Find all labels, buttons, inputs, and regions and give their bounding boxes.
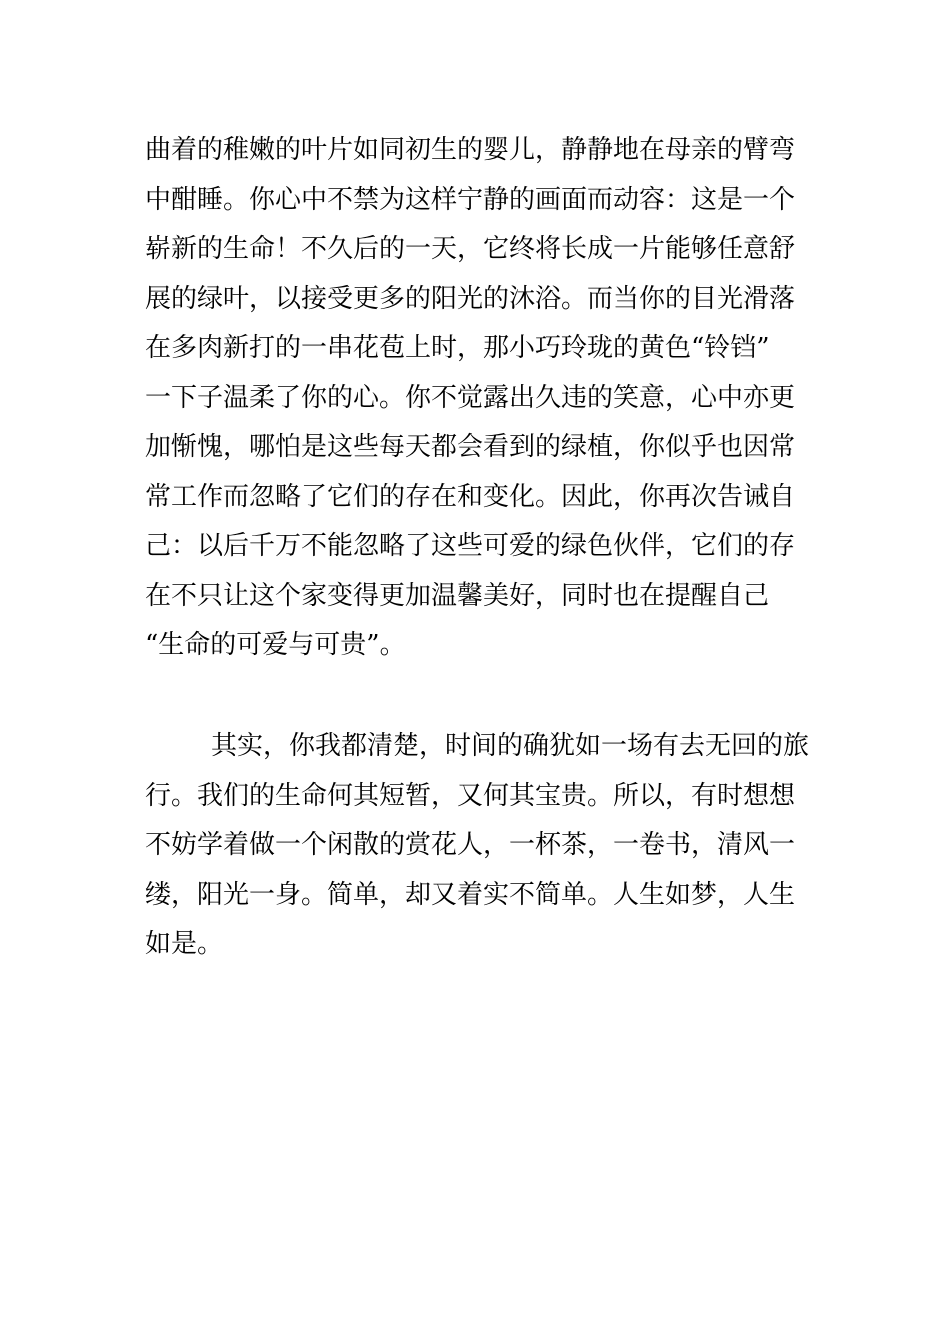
paragraph-line: 常工作而忽略了它们的存在和变化。因此，你再次告诫自 bbox=[145, 481, 796, 512]
paragraph-line: 不妨学着做一个闲散的赏花人，一杯茶，一卷书，清风一 bbox=[145, 830, 796, 860]
paragraph-line: 在多肉新打的一串花苞上时，那小巧玲珑的黄色“铃铛” bbox=[145, 333, 770, 363]
paragraph-line: 展的绿叶，以接受更多的阳光的沐浴。而当你的目光滑落 bbox=[145, 283, 796, 314]
paragraph-line: 如是。 bbox=[145, 929, 224, 959]
paragraph-line: 中酣睡。你心中不禁为这样宁静的画面而动容：这是一个 bbox=[145, 184, 796, 215]
paragraph-2 bbox=[145, 722, 815, 970]
paragraph-1 bbox=[145, 126, 815, 671]
paragraph-line: 己：以后千万不能忽略了这些可爱的绿色伙伴，它们的存 bbox=[145, 531, 796, 561]
paragraph-line: “生命的可爱与可贵”。 bbox=[145, 630, 406, 660]
paragraph-line: 缕，阳光一身。简单，却又着实不简单。人生如梦，人生 bbox=[145, 879, 796, 910]
paragraph-line: 行。我们的生命何其短暂，又何其宝贵。所以，有时想想 bbox=[145, 780, 796, 811]
paragraph-line: 在不只让这个家变得更加温馨美好，同时也在提醒自己 bbox=[145, 580, 770, 611]
paragraph-line: 加惭愧，哪怕是这些每天都会看到的绿植，你似乎也因常 bbox=[145, 432, 796, 462]
paragraph-line: 一下子温柔了你的心。你不觉露出久违的笑意，心中亦更 bbox=[145, 382, 796, 413]
paragraph-first-line: 其实，你我都清楚，时间的确犹如一场有去无回的旅 bbox=[211, 731, 810, 761]
paragraph-line: 崭新的生命！不久后的一天，它终将长成一片能够任意舒 bbox=[145, 234, 796, 264]
paragraph-line: 曲着的稚嫩的叶片如同初生的婴儿，静静地在母亲的臂弯 bbox=[145, 135, 796, 165]
